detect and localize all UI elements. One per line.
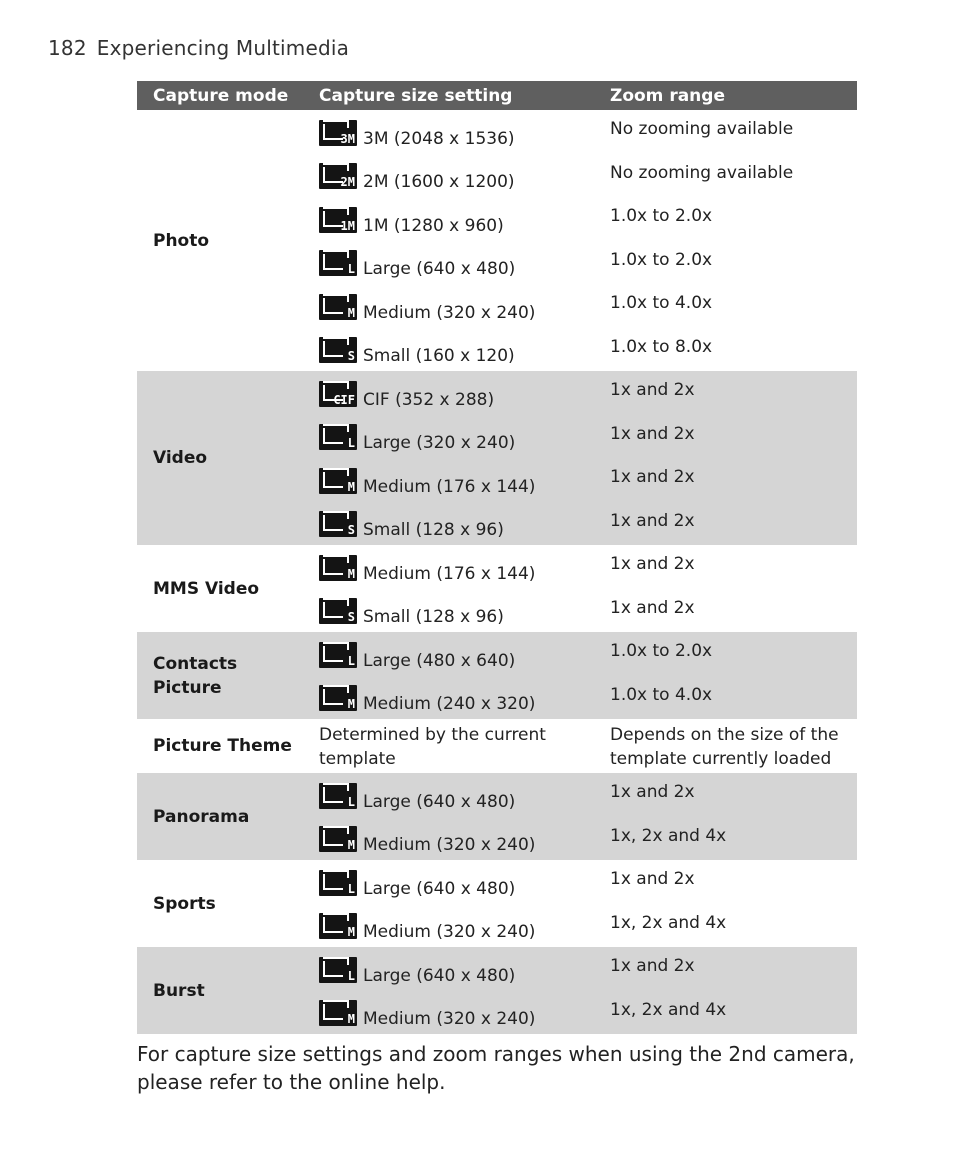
group-rows	[303, 110, 857, 371]
size-medium-icon: M	[319, 1000, 357, 1026]
column-header-zoom-range: Zoom range	[610, 85, 725, 106]
group-panorama	[137, 773, 857, 860]
capture-size-label: Large (640 x 480)	[363, 259, 516, 279]
capture-mode-cell	[137, 947, 303, 1034]
table-row	[303, 904, 857, 948]
size-large-icon: L	[319, 642, 357, 668]
group-rows	[303, 545, 857, 632]
size-medium-icon: M	[319, 468, 357, 494]
capture-size-label: Medium (320 x 240)	[363, 922, 536, 942]
capture-mode-label-line1: Contacts	[153, 653, 238, 674]
table-header-row	[137, 81, 857, 110]
capture-size-cell	[303, 817, 594, 861]
group-rows	[303, 773, 857, 860]
capture-mode-label-line2: Picture	[153, 677, 222, 698]
capture-mode-label: MMS Video	[153, 578, 260, 599]
capture-size-cell	[303, 676, 594, 720]
zoom-range-cell: 1x, 2x and 4x	[610, 912, 727, 933]
table-row	[303, 991, 857, 1035]
table-row	[303, 947, 857, 991]
group-contacts-picture	[137, 632, 857, 719]
capture-mode-label: Photo	[153, 230, 210, 251]
capture-size-label: 3M (2048 x 1536)	[363, 128, 515, 149]
group-mms-video	[137, 545, 857, 632]
zoom-range-cell: No zooming available	[610, 162, 794, 183]
footer-note-line1: For capture size settings and zoom ranges when using the 2nd camera,	[137, 1042, 855, 1066]
table-row	[303, 328, 857, 372]
capture-mode-cell	[137, 773, 303, 860]
capture-mode-cell	[137, 545, 303, 632]
page-number: 182	[48, 36, 87, 60]
capture-mode-label: Burst	[153, 980, 205, 1001]
size-large-icon: L	[319, 870, 357, 896]
zoom-range-cell: 1x and 2x	[610, 510, 695, 531]
size-2m-icon: 2M	[319, 163, 357, 189]
capture-mode-label: Video	[153, 448, 208, 468]
capture-size-cell	[303, 197, 594, 241]
size-small-icon: S	[319, 511, 357, 537]
capture-size-label: 2M (1600 x 1200)	[363, 172, 515, 192]
capture-size-cell	[303, 328, 594, 372]
group-burst	[137, 947, 857, 1034]
capture-size-cell	[303, 458, 594, 502]
capture-size-label: Medium (176 x 144)	[363, 476, 536, 497]
group-photo	[137, 110, 857, 371]
capture-size-cell	[303, 773, 594, 817]
table-row	[303, 817, 857, 861]
table-row	[303, 241, 857, 285]
capture-size-cell	[303, 502, 594, 546]
size-medium-icon: M	[319, 913, 357, 939]
zoom-range-cell: 1.0x to 2.0x	[610, 206, 713, 226]
capture-size-label: Large (640 x 480)	[363, 791, 516, 812]
zoom-range-text-line1: Depends on the size of the	[610, 725, 839, 745]
size-medium-icon: M	[319, 826, 357, 852]
capture-size-cell	[303, 632, 594, 676]
table-row	[303, 860, 857, 904]
size-3m-icon: 3M	[319, 120, 357, 146]
section-title: Experiencing Multimedia	[96, 36, 350, 60]
size-cif-icon: CIF	[319, 381, 357, 407]
table-row	[303, 676, 857, 720]
group-picture-theme	[137, 719, 857, 773]
size-small-icon: S	[319, 598, 357, 624]
size-1m-icon: 1M	[319, 207, 357, 233]
zoom-range-cell: 1x and 2x	[610, 467, 695, 487]
capture-size-cell	[303, 371, 594, 415]
capture-size-cell	[303, 284, 594, 328]
zoom-range-cell: 1.0x to 2.0x	[610, 641, 713, 661]
zoom-range-cell: 1.0x to 8.0x	[610, 336, 713, 357]
capture-mode-cell	[137, 632, 303, 719]
group-rows	[303, 947, 857, 1034]
zoom-range-cell: No zooming available	[610, 119, 794, 139]
capture-size-cell	[303, 545, 594, 589]
size-large-icon: L	[319, 250, 357, 276]
capture-mode-cell	[137, 719, 303, 773]
table-row	[303, 197, 857, 241]
capture-size-label: Large (480 x 640)	[363, 650, 516, 671]
capture-size-cell	[303, 719, 594, 773]
capture-size-cell	[303, 154, 594, 198]
table-row	[303, 110, 857, 154]
group-rows	[303, 632, 857, 719]
zoom-range-cell: 1x and 2x	[610, 554, 695, 574]
capture-mode-label: Picture Theme	[153, 736, 292, 756]
zoom-range-cell: 1.0x to 2.0x	[610, 249, 713, 270]
column-header-capture-mode: Capture mode	[153, 85, 289, 106]
table-row	[303, 154, 857, 198]
table-row	[303, 502, 857, 546]
zoom-range-cell: 1.0x to 4.0x	[610, 293, 713, 313]
capture-size-cell	[303, 947, 594, 991]
footer-note-line2: please refer to the online help.	[137, 1070, 446, 1094]
capture-size-cell	[303, 991, 594, 1035]
size-small-icon: S	[319, 337, 357, 363]
capture-size-cell	[303, 415, 594, 459]
capture-size-label: Medium (176 x 144)	[363, 563, 536, 584]
size-medium-icon: M	[319, 685, 357, 711]
table-row	[303, 415, 857, 459]
table-row	[303, 589, 857, 633]
capture-size-label: 1M (1280 x 960)	[363, 215, 504, 236]
capture-size-cell	[303, 860, 594, 904]
capture-size-label: Large (640 x 480)	[363, 878, 516, 899]
zoom-range-cell: 1x and 2x	[610, 869, 695, 889]
size-large-icon: L	[319, 424, 357, 450]
zoom-range-cell: 1x and 2x	[610, 956, 695, 976]
zoom-range-cell: 1x, 2x and 4x	[610, 999, 727, 1020]
capture-size-cell	[303, 110, 594, 154]
capture-mode-cell	[137, 371, 303, 545]
size-large-icon: L	[319, 783, 357, 809]
zoom-range-cell: 1x and 2x	[610, 423, 695, 444]
group-rows	[303, 860, 857, 947]
zoom-range-cell	[594, 719, 857, 773]
table-row	[303, 284, 857, 328]
table-row	[303, 773, 857, 817]
zoom-range-cell: 1x and 2x	[610, 782, 695, 802]
capture-size-cell	[303, 904, 594, 948]
capture-mode-label: Panorama	[153, 806, 250, 827]
zoom-range-cell: 1.0x to 4.0x	[610, 684, 713, 705]
size-large-icon: L	[319, 957, 357, 983]
capture-size-label: Medium (320 x 240)	[363, 302, 536, 323]
capture-mode-cell	[137, 110, 303, 371]
table-row	[303, 719, 857, 773]
capture-mode-cell	[137, 860, 303, 947]
capture-size-cell	[303, 589, 594, 633]
size-medium-icon: M	[319, 555, 357, 581]
size-medium-icon: M	[319, 294, 357, 320]
group-video	[137, 371, 857, 545]
capture-size-label: CIF (352 x 288)	[363, 389, 495, 410]
capture-size-label: Medium (240 x 320)	[363, 694, 536, 714]
table-row	[303, 632, 857, 676]
footer-note	[137, 1040, 857, 1096]
table-row	[303, 371, 857, 415]
capture-size-cell	[303, 241, 594, 285]
page-header	[48, 36, 349, 60]
capture-size-label: Small (160 x 120)	[363, 346, 515, 366]
capture-settings-table	[137, 81, 857, 1034]
group-rows	[303, 371, 857, 545]
capture-size-label: Large (320 x 240)	[363, 433, 516, 453]
group-sports	[137, 860, 857, 947]
column-header-capture-size: Capture size setting	[319, 85, 513, 106]
capture-size-text-line1: Determined by the current	[319, 725, 546, 745]
table-row	[303, 458, 857, 502]
zoom-range-cell: 1x and 2x	[610, 380, 695, 400]
capture-size-label: Small (128 x 96)	[363, 607, 504, 627]
capture-mode-label: Sports	[153, 893, 216, 914]
capture-size-text-line2: template	[319, 749, 396, 769]
capture-size-label: Medium (320 x 240)	[363, 1009, 536, 1029]
zoom-range-text-line2: template currently loaded	[610, 749, 832, 769]
zoom-range-cell: 1x and 2x	[610, 597, 695, 618]
table-row	[303, 545, 857, 589]
zoom-range-cell: 1x, 2x and 4x	[610, 825, 727, 846]
capture-size-label: Medium (320 x 240)	[363, 835, 536, 855]
capture-size-label: Small (128 x 96)	[363, 520, 504, 540]
capture-size-label: Large (640 x 480)	[363, 965, 516, 986]
